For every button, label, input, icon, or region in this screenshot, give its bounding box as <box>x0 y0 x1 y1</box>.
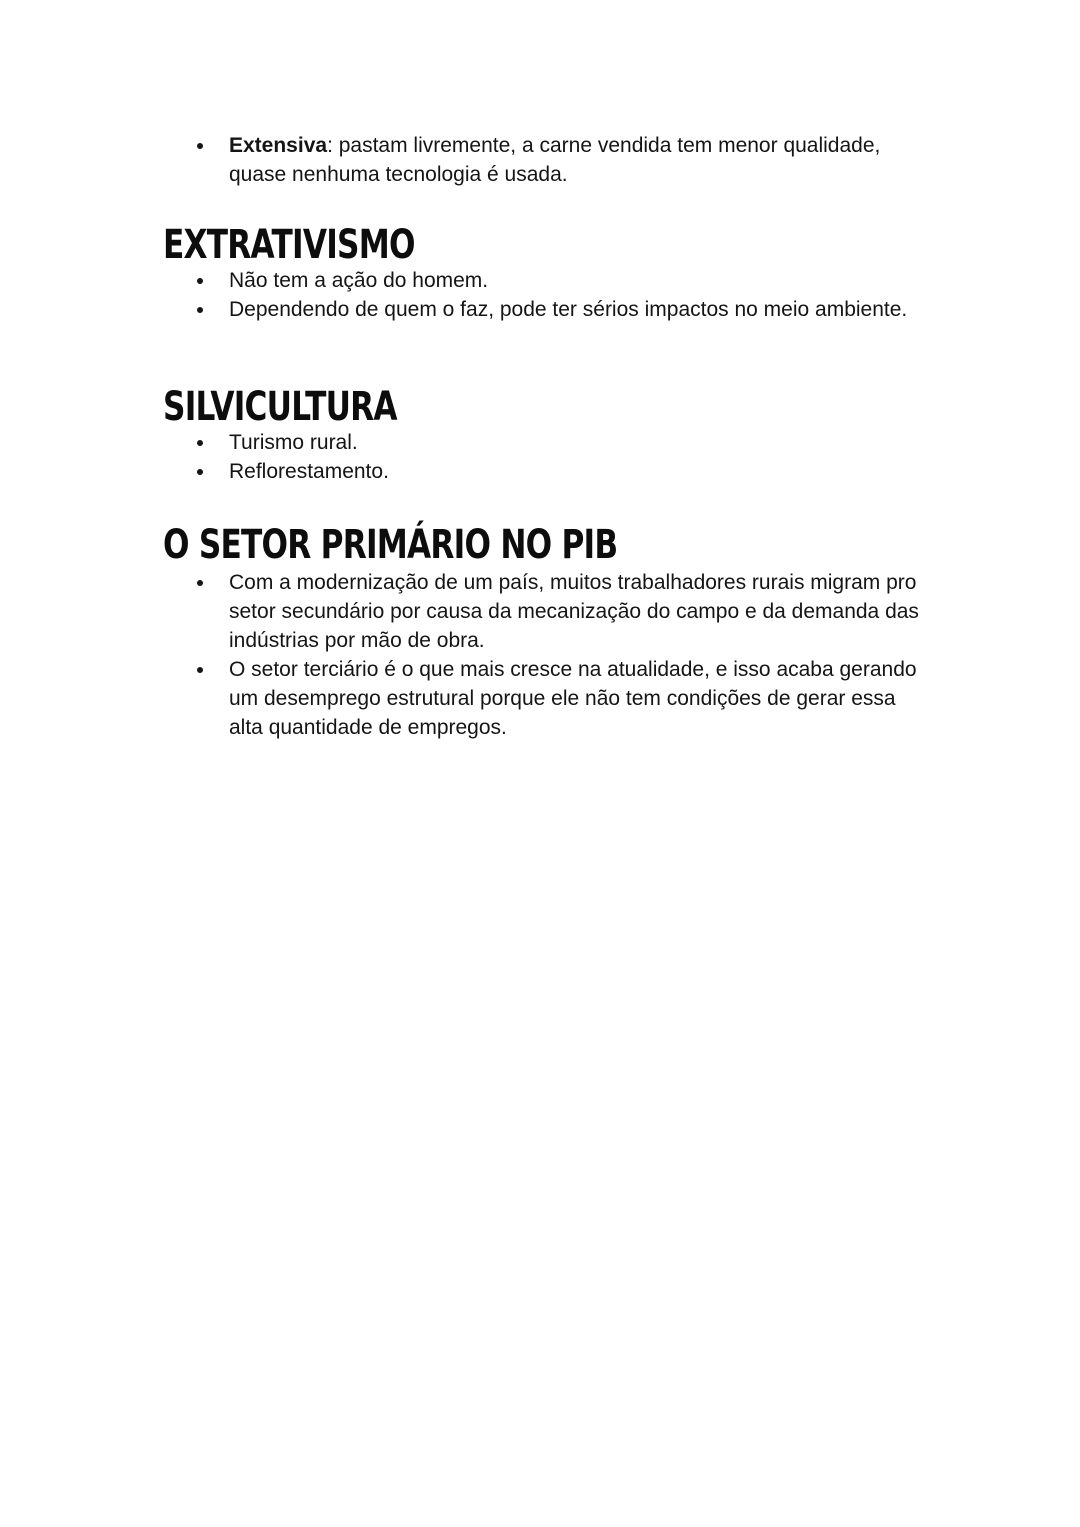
list-item-text: Turismo rural. <box>229 431 358 454</box>
setor-primario-section <box>163 522 923 742</box>
list-item <box>163 457 923 486</box>
list-item <box>163 266 923 295</box>
bullet-icon <box>197 278 203 284</box>
bullet-icon <box>197 440 203 446</box>
bullet-icon <box>197 667 203 673</box>
list-item-text: Dependendo de quem o faz, pode ter sérios impactos no meio ambiente. <box>229 298 908 321</box>
extrativismo-section <box>163 222 923 324</box>
section-heading: O SETOR PRIMÁRIO NO PIB <box>163 522 618 568</box>
list-item <box>163 568 923 655</box>
list-item <box>163 131 923 189</box>
list-item-text: Não tem a ação do homem. <box>229 269 489 292</box>
term-description: : pastam livremente, a carne vendida tem menor qualidade, quase nenhuma tecnologia é usada. <box>229 134 881 186</box>
section-heading: EXTRATIVISMO <box>163 222 415 268</box>
silvicultura-list <box>163 428 923 486</box>
list-item <box>163 655 923 742</box>
list-item <box>163 295 923 324</box>
term-label: Extensiva <box>229 134 328 157</box>
silvicultura-section <box>163 384 923 486</box>
list-item <box>163 428 923 457</box>
bullet-icon <box>197 143 203 149</box>
bullet-icon <box>197 469 203 475</box>
section-heading: SILVICULTURA <box>163 384 397 430</box>
bullet-icon <box>197 580 203 586</box>
list-item-text: Reflorestamento. <box>229 460 389 483</box>
list-item-text: O setor terciário é o que mais cresce na atualidade, e isso acaba gerando um desemprego estrutural porque ele não tem condições de gerar essa alta quantidade de empregos. <box>229 658 917 739</box>
bullet-icon <box>197 307 203 313</box>
intro-list <box>163 131 923 189</box>
setor-primario-list <box>163 568 923 742</box>
intro-section <box>163 131 923 189</box>
extrativismo-list <box>163 266 923 324</box>
list-item-text: Com a modernização de um país, muitos trabalhadores rurais migram pro setor secundário por causa da mecanização do campo e da demanda das indústrias por mão de obra. <box>229 571 919 652</box>
